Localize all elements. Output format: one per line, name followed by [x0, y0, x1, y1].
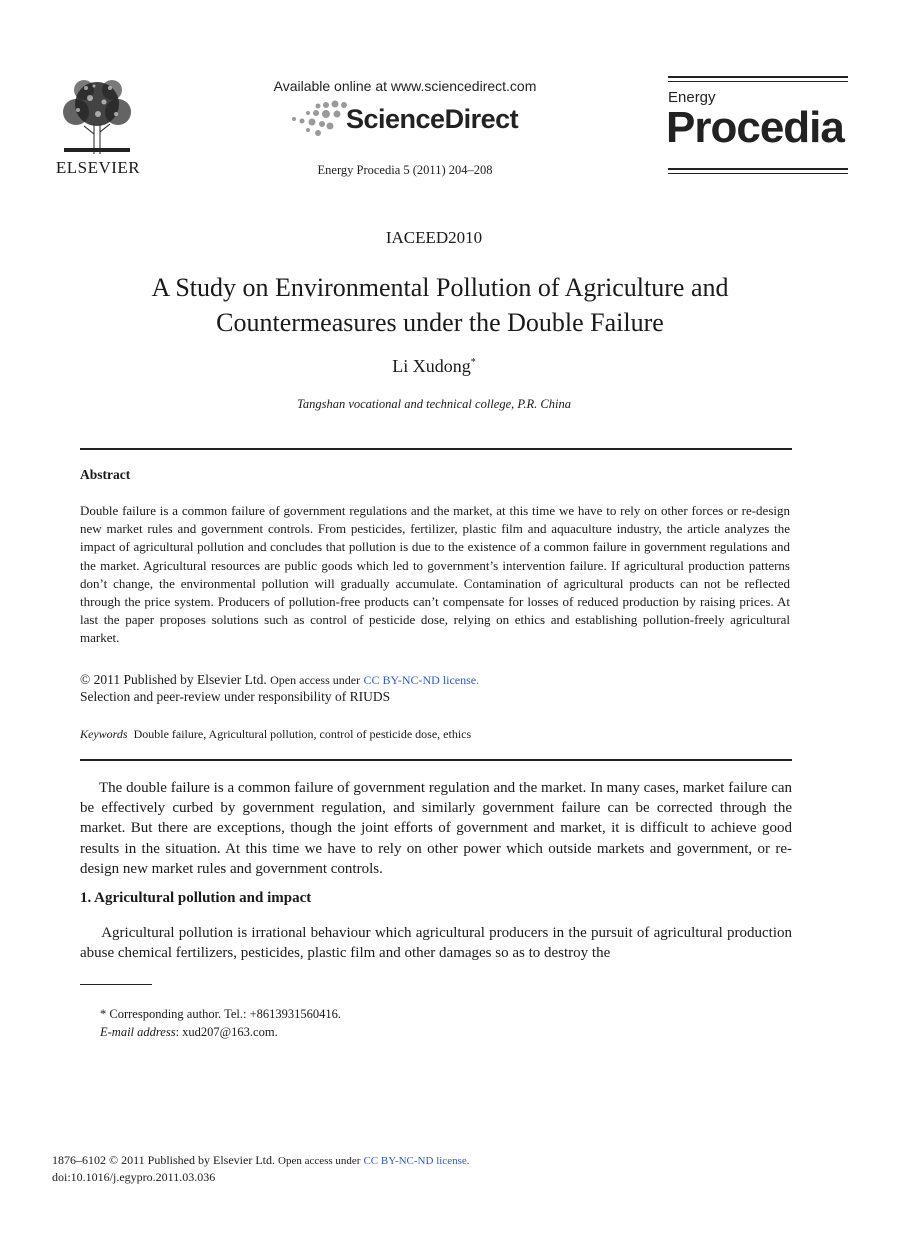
intro-paragraph	[80, 778, 792, 879]
intro-text: The double failure is a common failure of government regulation and the market. In many cases, market failure can be effectively curbed by government regulation, and similarly government failure can be corrected through the market. But there are exceptions, though the joint efforts of government and market, it is difficult to achieve good results in the situation. At this time we have to rely on other power which outside markets and government, or re-design new market rules and government controls.	[80, 780, 793, 877]
issn-text: 1876–6102 © 2011 Published by Elsevier Ltd.	[52, 1153, 275, 1167]
copyright-line	[80, 672, 479, 688]
open-access-text: Open access under	[270, 673, 361, 687]
abstract-body: Double failure is a common failure of government regulations and the market, at this time we have to rely on other forces or re-design new market rules and government controls. From pesticides, fertilizer, plastic film and aquaculture industry, the article analyzes the impact of agricultural pollution and concludes that pollution is due to the existence of a common failure in government regulations and the market. Agricultural resources are public goods which led to government’s intervention failure. If agricultural production patterns don’t change, the environmental pollution will gradually accumulate. Contamination of agricultural products can not be reflected through the price system. Producers of pollution-free products can’t compensate for losses of reduced production by raising prices. At last the paper proposes solutions such as control of pesticide dose, relying on ethics and establishing pollution-freely agricultural market.	[80, 503, 790, 646]
author-line	[0, 356, 868, 377]
section-heading: 1. Agricultural pollution and impact	[80, 890, 312, 906]
affiliation: Tangshan vocational and technical college, P.R. China	[297, 397, 571, 411]
footnote-rule	[80, 984, 152, 985]
journal-brand-large: Procedia	[666, 103, 844, 152]
section-text: Agricultural pollution is irrational behaviour which agricultural producers in the pursuit of agricultural production abuse chemical fertilizers, pesticides, plastic film and other damages so as to destroy the	[80, 925, 793, 962]
footer-open-access: Open access under	[278, 1155, 361, 1167]
paper-title: A Study on Environmental Pollution of Agriculture and Countermeasures under the Double Failure	[151, 273, 729, 337]
keywords-label: Keywords	[80, 727, 128, 741]
journal-brand-small: Energy	[668, 89, 716, 106]
sciencedirect-wordmark: ScienceDirect	[346, 104, 519, 134]
peer-review-line: Selection and peer-review under responsibility of RIUDS	[80, 689, 391, 704]
divider	[80, 448, 792, 450]
journal-citation: Energy Procedia 5 (2011) 204–208	[317, 163, 493, 177]
footer-issn-line	[52, 1153, 470, 1168]
logo-rule	[668, 173, 848, 174]
email-value: : xud207@163.com.	[175, 1025, 278, 1039]
sciencedirect-logo	[288, 100, 528, 144]
sciencedirect-dots-icon	[288, 100, 348, 140]
energy-procedia-logo	[668, 76, 848, 176]
abstract-heading: Abstract	[80, 467, 131, 482]
author-name: Li Xudong	[392, 356, 471, 376]
license-link[interactable]: CC BY-NC-ND license.	[363, 673, 480, 687]
divider	[80, 759, 792, 761]
author-mark: *	[470, 357, 476, 368]
footnote-corresponding: * Corresponding author. Tel.: +8613931560416.	[100, 1007, 341, 1021]
logo-rule	[668, 76, 848, 78]
email-label: E-mail address	[100, 1025, 176, 1039]
available-online-text: Available online at www.sciencedirect.com	[273, 78, 537, 94]
copyright-text: © 2011 Published by Elsevier Ltd.	[80, 672, 267, 687]
doi-line[interactable]: doi:10.1016/j.egypro.2011.03.036	[52, 1170, 216, 1184]
elsevier-tree-icon	[54, 74, 140, 156]
logo-rule	[668, 81, 848, 82]
keywords-text: Double failure, Agricultural pollution, control of pesticide dose, ethics	[133, 727, 472, 741]
elsevier-logo	[50, 74, 146, 178]
footnote-email	[100, 1025, 278, 1040]
section-paragraph	[80, 923, 792, 963]
elsevier-wordmark: ELSEVIER	[55, 158, 141, 177]
logo-rule	[668, 168, 848, 170]
footer-license-link[interactable]: CC BY-NC-ND license.	[363, 1155, 470, 1167]
conference-name: IACEED2010	[385, 228, 483, 247]
keywords-line	[80, 727, 471, 742]
